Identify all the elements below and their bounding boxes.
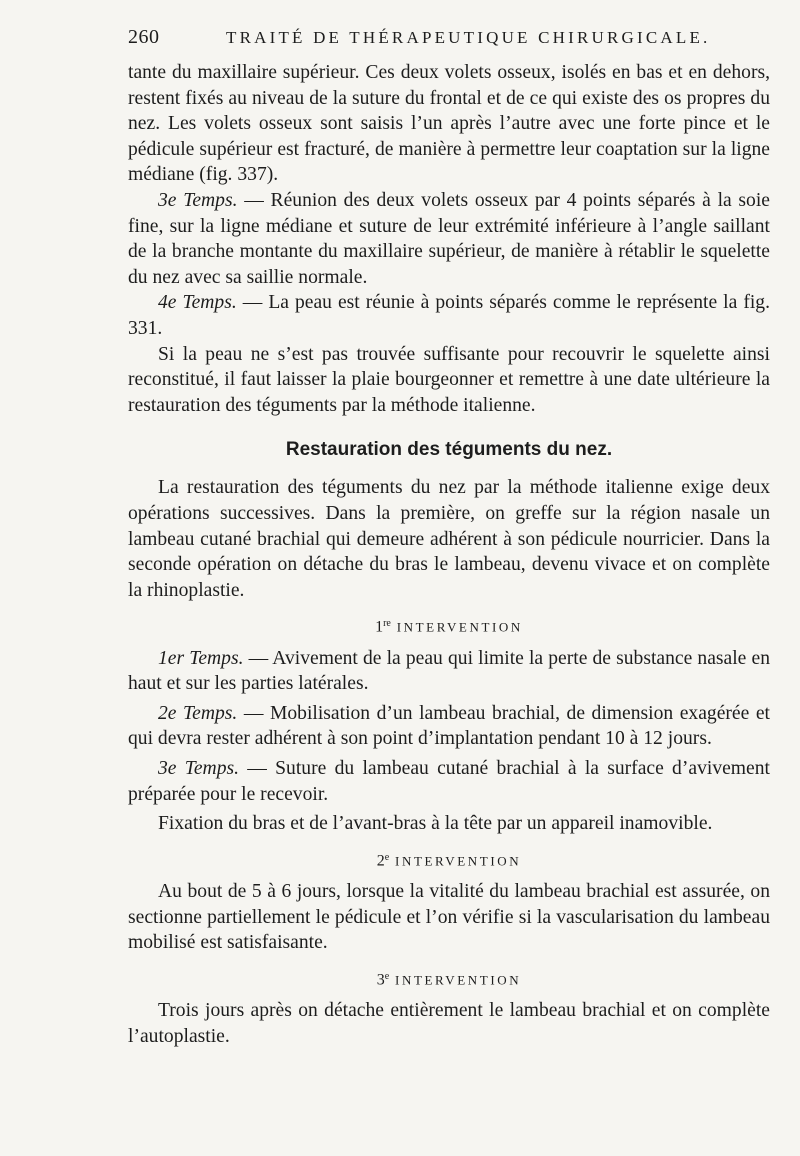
temps-label: 3e Temps. [158,757,240,779]
temps-text: — Avivement de la peau qui limite la perte de substance nasale en haut et sur les parties latérales. [128,647,770,695]
intervention-3-heading [128,967,770,990]
intervention-ordinal: e [384,970,390,982]
paragraph-temps-4 [128,290,770,341]
page-number: 260 [128,26,160,48]
paragraph-continuation: tante du maxillaire supérieur. Ces deux volets osseux, isolés en bas et en dehors, restent fixés au niveau de la suture du frontal et de ce qui existe des os propres du nez. Les volets osseux sont saisis l’un après l’autre avec une forte pince et le pédicule supérieur est fracturé, de manière à permettre leur coaptation sur la ligne médiane (fig. 337). [128,62,770,186]
intervention-ordinal: e [384,851,390,863]
temps-label: 1er Temps. [158,647,244,669]
intervention-title: INTERVENTION [396,619,523,635]
page-text [128,60,770,1049]
intervention-1-temps-1 [128,646,770,697]
intervention-title: INTERVENTION [395,972,522,988]
temps-label: 2e Temps. [158,702,238,724]
intervention-number: 3 [376,971,385,989]
running-title: TRAITÉ DE THÉRAPEUTIQUE CHIRURGICALE. [226,28,711,47]
temps-label: 4e Temps. [158,292,237,314]
temps-label: 3e Temps. [158,189,238,211]
intervention-1-heading [128,614,770,637]
intervention-1-temps-3 [128,756,770,807]
temps-text: — Mobilisation d’un lambeau brachial, de dimension exagérée et qui devra rester adhérent à son point d’implantation pendant 10 à 12 jours. [128,702,770,750]
page-header [128,26,778,50]
intervention-ordinal: re [383,618,391,630]
intervention-number: 2 [376,852,385,870]
intervention-1-temps-2 [128,701,770,752]
section-heading: Restauration des téguments du nez. [285,439,613,461]
temps-text: — Suture du lambeau cutané brachial à la surface d’avivement préparée pour le recevoir. [128,757,770,805]
intervention-3-text: Trois jours après on détache entièrement le lambeau brachial et on complète l’autoplastie. [128,1000,770,1047]
intervention-1-fixation: Fixation du bras et de l’avant-bras à la tête par un appareil inamovible. [158,813,713,835]
intervention-title: INTERVENTION [395,853,522,869]
intervention-number: 1 [375,618,384,636]
paragraph-temps-3 [128,188,770,290]
paragraph-skin-insufficient: Si la peau ne s’est pas trouvée suffisante pour recouvrir le squelette ainsi reconstitué, il faut laisser la plaie bourgeonner et remettre à une date ultérieure la restauration des téguments par la méthode italienne. [128,343,770,416]
temps-text: — La peau est réunie à points séparés comme le représente la fig. 331. [128,292,770,339]
intervention-2-heading [128,848,770,871]
temps-text: — Réunion des deux volets osseux par 4 points séparés à la soie fine, sur la ligne médiane et suture de leur extrémité inférieure à l’angle saillant de la branche montante du maxillaire supérieur, de manière à rétablir le squelette du nez avec sa saillie normale. [128,189,770,288]
section-intro: La restauration des téguments du nez par la méthode italienne exige deux opérations successives. Dans la première, on greffe sur la région nasale un lambeau cutané brachial qui demeure adhérent à son pédicule nourricier. Dans la seconde opération on détache du bras le lambeau, devenu vivace et on complète la rhinoplastie. [128,477,770,601]
intervention-2-text: Au bout de 5 à 6 jours, lorsque la vitalité du lambeau brachial est assurée, on sectionne partiellement le pédicule et l’on vérifie si la vascularisation du lambeau mobilisé est satisfaisante. [128,881,770,954]
